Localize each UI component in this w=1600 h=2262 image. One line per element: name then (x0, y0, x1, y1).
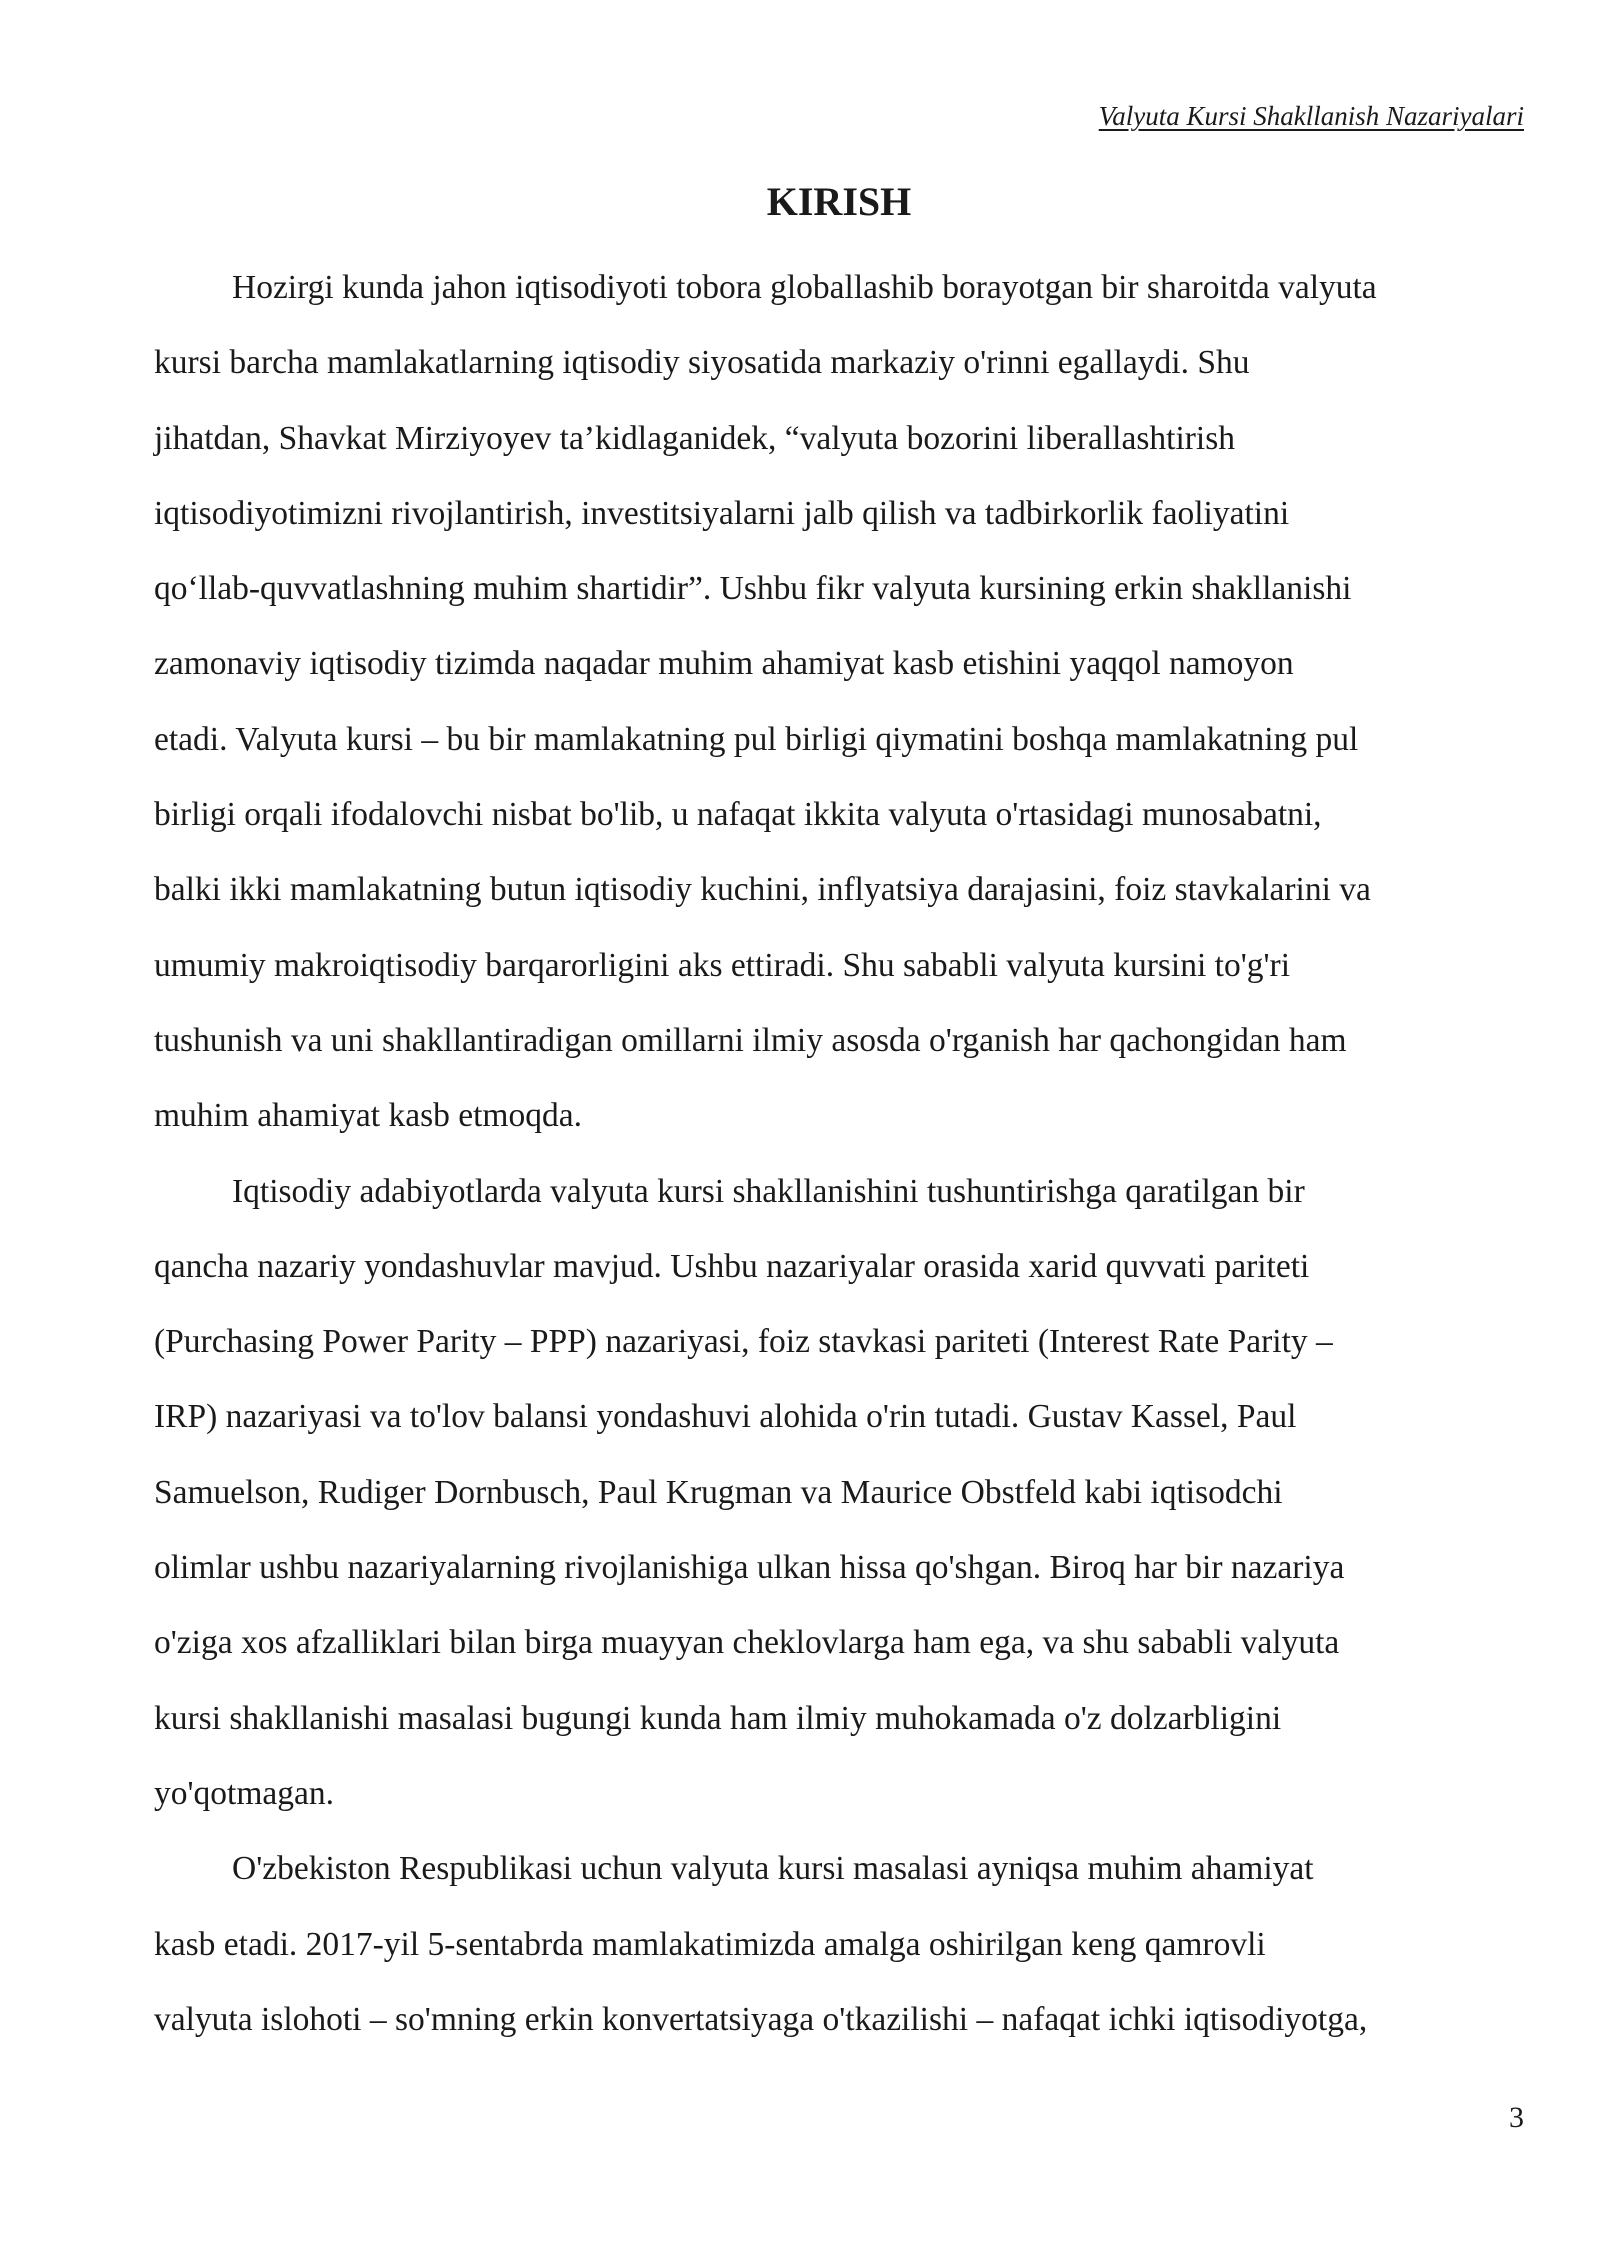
text-line: birligi orqali ifodalovchi nisbat bo'lib, u nafaqat ikkita valyuta o'rtasidagi munosabatni, (154, 796, 1322, 834)
text-line: o'ziga xos afzalliklari bilan birga muayyan cheklovlarga ham ega, va shu sababli valyuta (154, 1624, 1340, 1662)
text-line: balki ikki mamlakatning butun iqtisodiy kuchini, inflyatsiya darajasini, foiz stavkalarini va (154, 871, 1371, 909)
text-line: tushunish va uni shakllantiradigan omillarni ilmiy asosda o'rganish har qachongidan ham (154, 1021, 1347, 1059)
text-line: Samuelson, Rudiger Dornbusch, Paul Krugman va Maurice Obstfeld kabi iqtisodchi (154, 1473, 1283, 1511)
text-line: yo'qotmagan. (154, 1774, 335, 1812)
text-line: umumiy makroiqtisodiy barqarorligini aks ettiradi. Shu sababli valyuta kursini to'g'ri (154, 946, 1291, 984)
text-line: muhim ahamiyat kasb etmoqda. (154, 1097, 582, 1135)
text-line: kursi shakllanishi masalasi bugungi kunda ham ilmiy muhokamada o'z dolzarbligini (154, 1699, 1282, 1737)
text-line: Iqtisodiy adabiyotlarda valyuta kursi shakllanishini tushuntirishga qaratilgan bir (232, 1172, 1305, 1210)
paragraph-2 (154, 1154, 1524, 1832)
running-header: Valyuta Kursi Shakllanish Nazariyalari (1098, 101, 1524, 131)
text-line: O'zbekiston Respublikasi uchun valyuta kursi masalasi ayniqsa muhim ahamiyat (232, 1850, 1314, 1888)
section-heading: KIRISH (766, 179, 912, 224)
text-line: (Purchasing Power Parity – PPP) nazariyasi, foiz stavkasi pariteti (Interest Rate Parity – (154, 1323, 1333, 1361)
text-line: iqtisodiyotimizni rivojlantirish, investitsiyalarni jalb qilish va tadbirkorlik faoliyatini (154, 494, 1290, 532)
text-line: kursi barcha mamlakatlarning iqtisodiy siyosatida markaziy o'rinni egallaydi. Shu (154, 344, 1250, 382)
text-line: olimlar ushbu nazariyalarning rivojlanishiga ulkan hissa qo'shgan. Biroq har bir nazariya (154, 1549, 1345, 1587)
text-line: qancha nazariy yondashuvlar mavjud. Ushbu nazariyalar orasida xarid quvvati pariteti (154, 1247, 1310, 1285)
text-line: qo‘llab-quvvatlashning muhim shartidir”. Ushbu fikr valyuta kursining erkin shakllanishi (154, 570, 1352, 608)
paragraph-1 (154, 250, 1524, 1154)
text-line: Hozirgi kunda jahon iqtisodiyoti tobora globallashib borayotgan bir sharoitda valyuta (232, 269, 1377, 306)
text-line: zamonaviy iqtisodiy tizimda naqadar muhim ahamiyat kasb etishini yaqqol namoyon (154, 645, 1294, 683)
body-text (154, 250, 1524, 2057)
page-number: 3 (1509, 2101, 1524, 2134)
text-line: valyuta islohoti – so'mning erkin konvertatsiyaga o'tkazilishi – nafaqat ichki iqtisodiyotga, (154, 2000, 1368, 2038)
text-line: etadi. Valyuta kursi – bu bir mamlakatning pul birligi qiymatini boshqa mamlakatning pul (154, 720, 1359, 758)
text-line: IRP) nazariyasi va to'lov balansi yondashuvi alohida o'rin tutadi. Gustav Kassel, Paul (154, 1398, 1297, 1436)
paragraph-3 (154, 1831, 1524, 2057)
text-line: kasb etadi. 2017-yil 5-sentabrda mamlakatimizda amalga oshirilgan keng qamrovli (154, 1925, 1266, 1963)
text-line: jihatdan, Shavkat Mirziyoyev ta’kidlaganidek, “valyuta bozorini liberallashtirish (154, 419, 1235, 457)
